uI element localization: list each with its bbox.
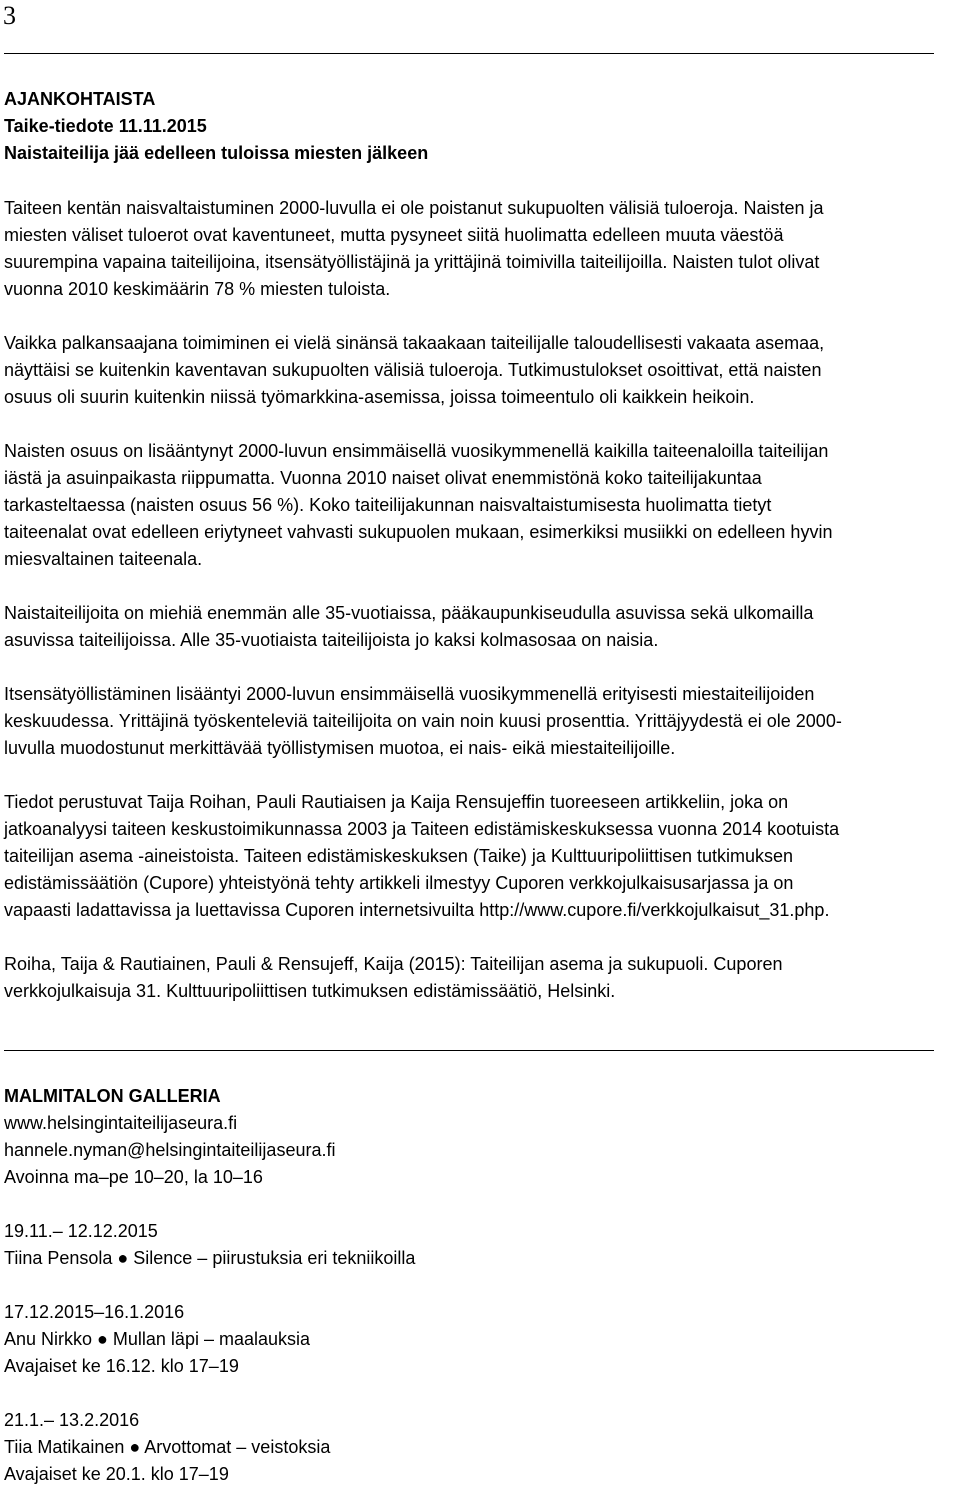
gallery-hours: Avoinna ma–pe 10–20, la 10–16 [4,1167,263,1187]
paragraph-line: miesten väliset tuloerot ovat kaventuneet, mutta pysyneet siitä huolimatta edelleen muuta väestöä [4,225,784,245]
paragraph-line: osuus oli suurin kuitenkin niissä työmarkkina-asemissa, joissa toimeentulo oli kaikkein heikoin. [4,387,755,407]
gallery-info [4,1083,954,1191]
paragraph-4 [4,600,954,654]
paragraph-line: miesvaltainen taiteenala. [4,549,203,569]
paragraph-line: Taiteen kentän naisvaltaistuminen 2000-luvulla ei ole poistanut sukupuolten välisiä tuloeroja. Naisten ja [4,198,824,218]
paragraph-line: taiteilijan asema -aineistoista. Taiteen edistämiskeskuksen (Taike) ja Kulttuuripoliittisen tutkimuksen [4,846,794,866]
reference-line: Roiha, Taija & Rautiainen, Pauli & Rensujeff, Kaija (2015): Taiteilijan asema ja sukupuoli. Cuporen [4,954,783,974]
paragraph-line: näyttäisi se kuitenkin kaventavan sukupuolten välisiä tuloeroja. Tutkimustulokset osoittivat, että naisten [4,360,822,380]
news-header [4,86,954,167]
exhibition-title: Anu Nirkko ● Mullan läpi – maalauksia [4,1329,311,1349]
reference [4,951,954,1005]
reference-line: verkkojulkaisuja 31. Kulttuuripoliittisen tutkimuksen edistämissäätiö, Helsinki. [4,981,616,1001]
exhibition-dates: 17.12.2015–16.1.2016 [4,1302,185,1322]
exhibition-title: Tiia Matikainen ● Arvottomat – veistoksia [4,1437,331,1457]
page-number: 3 [3,1,16,30]
paragraph-line: Vaikka palkansaajana toimiminen ei vielä sinänsä takaakaan taiteilijalle taloudellisesti vakaata asemaa, [4,333,825,353]
paragraph-line: edistämissäätiön (Cupore) yhteistyönä tehty artikkeli ilmestyy Cuporen verkkojulkaisusarjassa ja on [4,873,794,893]
gallery-email: hannele.nyman@helsingintaiteilijaseura.fi [4,1140,336,1160]
paragraph-6 [4,789,954,924]
exhibition-3 [4,1407,954,1488]
gallery-title: MALMITALON GALLERIA [4,1086,221,1106]
headline: Naistaiteilija jää edelleen tuloissa miesten jälkeen [4,143,429,163]
exhibition-dates: 19.11.– 12.12.2015 [4,1221,158,1241]
section-divider [4,1050,934,1051]
paragraph-5 [4,681,954,762]
paragraph-line: Itsensätyöllistäminen lisääntyi 2000-luvun ensimmäisellä vuosikymmenellä erityisesti miestaiteilijoiden [4,684,815,704]
exhibition-opening: Avajaiset ke 20.1. klo 17–19 [4,1464,229,1484]
paragraph-3 [4,438,954,573]
exhibition-opening: Avajaiset ke 16.12. klo 17–19 [4,1356,239,1376]
exhibition-dates: 21.1.– 13.2.2016 [4,1410,140,1430]
exhibition-title: Tiina Pensola ● Silence – piirustuksia eri tekniikoilla [4,1248,416,1268]
release-label: Taike-tiedote 11.11.2015 [4,116,207,136]
paragraph-2 [4,330,954,411]
paragraph-1 [4,195,954,303]
paragraph-line: luvulla muodostunut merkittävää työllistymisen muotoa, ei nais- eikä miestaiteilijoille. [4,738,676,758]
exhibition-1 [4,1218,954,1272]
paragraph-line: keskuudessa. Yrittäjinä työskenteleviä taiteilijoita on vain noin kuusi prosenttia. Yrittäjyydestä ei ole 2000- [4,711,842,731]
section-title: AJANKOHTAISTA [4,89,156,109]
paragraph-line: iästä ja asuinpaikasta riippumatta. Vuonna 2010 naiset olivat enemmistönä koko taiteilijakuntaa [4,468,762,488]
paragraph-line: suurempina vapaina taiteilijoina, itsensätyöllistäjinä ja yrittäjinä toimivilla taiteilijoilla. Naisten tulot olivat [4,252,820,272]
paragraph-line: taiteenalat ovat edelleen eriytyneet vahvasti sukupuolen mukaan, esimerkiksi musiikki on edelleen hyvin [4,522,833,542]
paragraph-line: Tiedot perustuvat Taija Roihan, Pauli Rautiaisen ja Kaija Rensujeffin tuoreeseen artikkeliin, joka on [4,792,789,812]
paragraph-line: Naisten osuus on lisääntynyt 2000-luvun ensimmäisellä vuosikymmenellä kaikilla taiteenaloilla taiteilijan [4,441,829,461]
paragraph-line: tarkasteltaessa (naisten osuus 56 %). Koko taiteilijakunnan naisvaltaistumisesta huolimatta tietyt [4,495,772,515]
top-divider [4,53,934,54]
paragraph-line: jatkoanalyysi taiteen keskustoimikunnassa 2003 ja Taiteen edistämiskeskuksessa vuonna 2014 kootuista [4,819,840,839]
paragraph-line: vuonna 2010 keskimäärin 78 % miesten tuloista. [4,279,391,299]
exhibition-2 [4,1299,954,1380]
paragraph-line: Naistaiteilijoita on miehiä enemmän alle 35-vuotiaissa, pääkaupunkiseudulla asuvissa sekä ulkomailla [4,603,814,623]
gallery-website: www.helsingintaiteilijaseura.fi [4,1113,238,1133]
paragraph-line: asuvissa taiteilijoissa. Alle 35-vuotiaista taiteilijoista jo kaksi kolmasosaa on naisia. [4,630,659,650]
paragraph-line: vapaasti ladattavissa ja luettavissa Cuporen internetsivuilta http://www.cupore.fi/verkkojulkaisut_31.php. [4,900,830,920]
